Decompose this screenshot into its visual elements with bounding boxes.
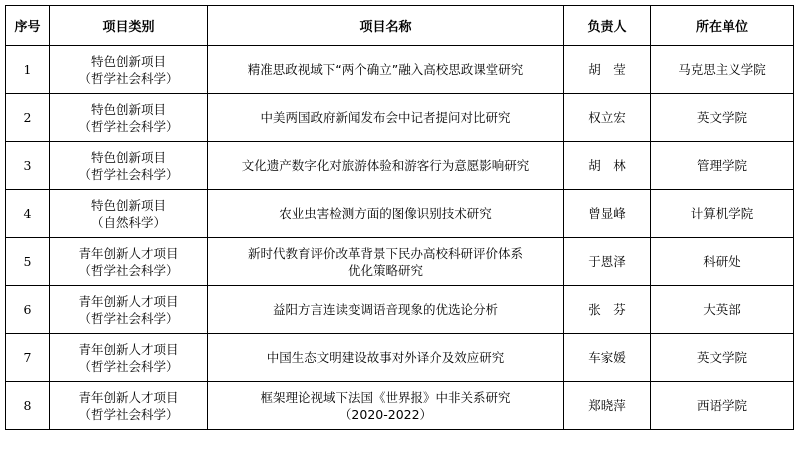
cell-leader: 曾显峰 xyxy=(564,190,651,238)
cell-name-line: 文化遗产数字化对旅游体验和游客行为意愿影响研究 xyxy=(241,158,530,173)
cell-unit: 马克思主义学院 xyxy=(651,46,794,94)
cell-index: 1 xyxy=(6,46,50,94)
cell-name xyxy=(208,94,564,142)
cell-category-line: （哲学社会科学） xyxy=(78,166,179,182)
cell-index: 5 xyxy=(6,238,50,286)
cell-category-line: （哲学社会科学） xyxy=(78,406,179,422)
cell-category-line: 特色创新项目 xyxy=(90,101,166,117)
cell-name xyxy=(208,382,564,430)
cell-index: 7 xyxy=(6,334,50,382)
cell-category-line: 青年创新人才项目 xyxy=(78,341,179,357)
cell-category-line: （自然科学） xyxy=(90,214,166,230)
cell-leader: 胡 林 xyxy=(564,142,651,190)
cell-category-line: （哲学社会科学） xyxy=(78,310,179,326)
cell-name-line: 农业虫害检测方面的图像识别技术研究 xyxy=(279,206,492,221)
cell-category-line: 特色创新项目 xyxy=(90,53,166,69)
cell-name xyxy=(208,190,564,238)
table-body xyxy=(6,46,794,430)
header-category: 项目类别 xyxy=(50,6,208,46)
cell-index: 8 xyxy=(6,382,50,430)
cell-leader: 权立宏 xyxy=(564,94,651,142)
cell-unit: 科研处 xyxy=(651,238,794,286)
table-row xyxy=(6,382,794,430)
cell-category-line: 特色创新项目 xyxy=(90,197,166,213)
cell-name-line: 精准思政视域下“两个确立”融入高校思政课堂研究 xyxy=(247,62,524,77)
cell-category xyxy=(50,46,208,94)
cell-name xyxy=(208,238,564,286)
cell-name-line: 优化策略研究 xyxy=(347,262,423,278)
cell-unit: 大英部 xyxy=(651,286,794,334)
project-table xyxy=(5,5,794,430)
cell-category-line: 特色创新项目 xyxy=(90,149,166,165)
table-row xyxy=(6,334,794,382)
cell-name-line: 中美两国政府新闻发布会中记者提问对比研究 xyxy=(260,110,511,125)
cell-name xyxy=(208,46,564,94)
cell-name xyxy=(208,286,564,334)
table-row xyxy=(6,94,794,142)
cell-name-line: 中国生态文明建设故事对外译介及效应研究 xyxy=(266,350,505,365)
cell-leader: 胡 莹 xyxy=(564,46,651,94)
cell-category-line: （哲学社会科学） xyxy=(78,262,179,278)
cell-category xyxy=(50,190,208,238)
cell-unit: 计算机学院 xyxy=(651,190,794,238)
cell-leader: 郑晓萍 xyxy=(564,382,651,430)
cell-unit: 西语学院 xyxy=(651,382,794,430)
cell-name xyxy=(208,142,564,190)
table-row xyxy=(6,190,794,238)
cell-category-line: （哲学社会科学） xyxy=(78,70,179,86)
cell-unit: 英文学院 xyxy=(651,94,794,142)
cell-name-line: （2020-2022） xyxy=(338,406,433,422)
cell-category-line: 青年创新人才项目 xyxy=(78,293,179,309)
cell-category-line: 青年创新人才项目 xyxy=(78,389,179,405)
cell-name-line: 框架理论视域下法国《世界报》中非关系研究 xyxy=(260,389,511,405)
cell-category-line: 青年创新人才项目 xyxy=(78,245,179,261)
table-header-row xyxy=(6,6,794,46)
cell-category-line: （哲学社会科学） xyxy=(78,118,179,134)
cell-unit: 管理学院 xyxy=(651,142,794,190)
cell-category xyxy=(50,382,208,430)
cell-index: 4 xyxy=(6,190,50,238)
cell-name-line: 益阳方言连读变调语音现象的优选论分析 xyxy=(272,302,498,317)
header-leader: 负责人 xyxy=(564,6,651,46)
cell-leader: 于恩泽 xyxy=(564,238,651,286)
header-index: 序号 xyxy=(6,6,50,46)
table-row xyxy=(6,46,794,94)
cell-name-line: 新时代教育评价改革背景下民办高校科研评价体系 xyxy=(247,245,523,261)
cell-unit: 英文学院 xyxy=(651,334,794,382)
cell-category xyxy=(50,238,208,286)
table-row xyxy=(6,238,794,286)
cell-category xyxy=(50,94,208,142)
cell-category xyxy=(50,334,208,382)
header-unit: 所在单位 xyxy=(651,6,794,46)
cell-leader: 张 芬 xyxy=(564,286,651,334)
cell-category-line: （哲学社会科学） xyxy=(78,358,179,374)
cell-index: 3 xyxy=(6,142,50,190)
table-row xyxy=(6,142,794,190)
header-name: 项目名称 xyxy=(208,6,564,46)
cell-leader: 车家媛 xyxy=(564,334,651,382)
cell-category xyxy=(50,142,208,190)
cell-category xyxy=(50,286,208,334)
cell-index: 6 xyxy=(6,286,50,334)
cell-index: 2 xyxy=(6,94,50,142)
cell-name xyxy=(208,334,564,382)
table-row xyxy=(6,286,794,334)
